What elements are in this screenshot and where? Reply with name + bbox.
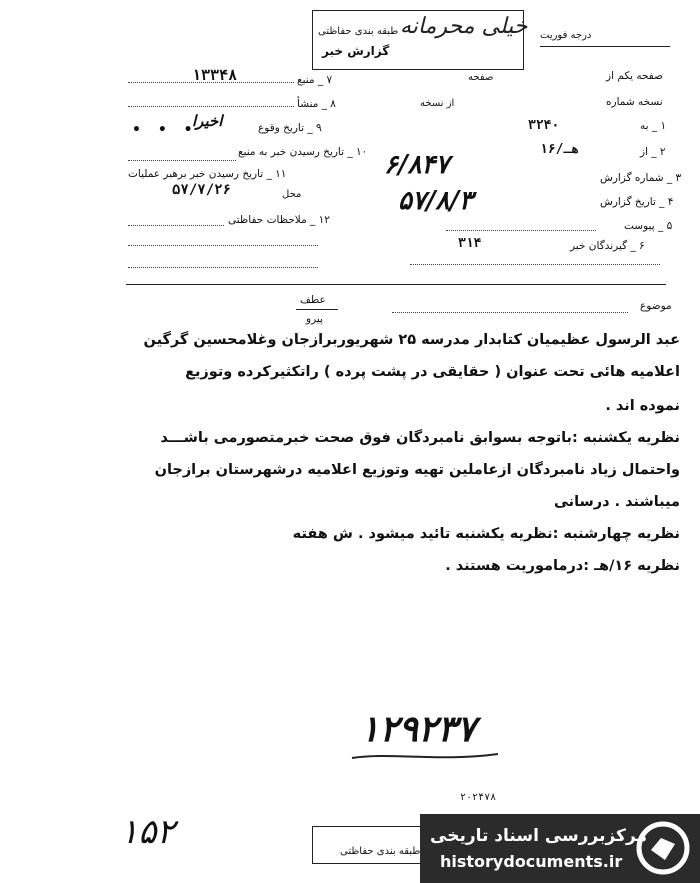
attachment-dots bbox=[446, 230, 596, 231]
received-source-dots bbox=[128, 160, 236, 161]
recipients-label: ۶ _ گیرندگان خبر bbox=[570, 240, 645, 252]
protective-dots-3 bbox=[128, 267, 318, 268]
protective-notes-dots bbox=[128, 225, 224, 226]
header-separator bbox=[126, 284, 666, 285]
origin-dots bbox=[128, 106, 294, 107]
body-line-2: اعلامیه هائی تحت عنوان ( حقایقی در پشت پرده ) راتکثیرکرده وتوزیع bbox=[185, 364, 680, 380]
place-label: محل bbox=[282, 189, 302, 200]
stamp-line-2: گزارش خبر bbox=[322, 44, 390, 58]
to-value: ۳۲۴۰ bbox=[528, 118, 560, 133]
source-value: ۱۳۳۴۸ bbox=[192, 66, 238, 84]
body-line-6: میباشند . درسانی bbox=[553, 494, 680, 510]
attachment-label: ۵ _ پیوست bbox=[624, 220, 673, 232]
priority-label: درجه فوریت bbox=[540, 30, 592, 41]
handwritten-doc-number: ۱۲۹۲۳۷ bbox=[360, 708, 477, 750]
received-ops-value: ۵۷/۷/۲۶ bbox=[172, 182, 232, 198]
body-line-7: نظریه چهارشنبه :نظریه یکشنبه تائید میشود . ش هفته bbox=[292, 526, 680, 542]
body-line-5: واحتمال زیاد نامبردگان ازعاملین تهیه وتوزیع اعلامیه درشهرستان برازجان bbox=[154, 462, 680, 478]
subject-dots bbox=[392, 312, 628, 313]
to-label: ۱ _ به bbox=[640, 120, 667, 132]
page-label: صفحه یکم از bbox=[606, 70, 664, 82]
bottom-stamp-label: طبقه بندی حفاظتی bbox=[340, 846, 421, 857]
origin-label: ۸ _ منشأ bbox=[297, 98, 336, 110]
archive-logo-icon bbox=[632, 820, 694, 876]
copy-suffix: از نسخه bbox=[420, 98, 455, 109]
report-date-label: ۴ _ تاریخ گزارش bbox=[600, 196, 674, 208]
priority-underline bbox=[540, 46, 670, 47]
source-label: ۷ _ منبع bbox=[297, 74, 333, 86]
handwritten-left-number: ۱۵۲ bbox=[120, 812, 175, 852]
body-line-8: نظریه ۱۶/هـ :درماموریت هستند . bbox=[445, 558, 680, 574]
peyro-label: پیرو bbox=[306, 313, 323, 325]
number-underline-stroke bbox=[350, 748, 500, 764]
atf-label: عطف bbox=[300, 294, 326, 306]
protective-dots-2 bbox=[128, 245, 318, 246]
report-number-value: ۶/۸۴۷ bbox=[384, 150, 450, 180]
from-label: ۲ _ از bbox=[640, 146, 666, 158]
from-value: ۱۶/هـ bbox=[540, 142, 580, 157]
received-ops-label: ۱۱ _ تاریخ رسیدن خبر برهبر عملیات bbox=[128, 168, 287, 180]
report-date-value: ۵۷/۸/۳ bbox=[398, 186, 473, 216]
atf-underline bbox=[296, 309, 338, 310]
stamp-line-1: طبقه بندی حفاظتی bbox=[318, 26, 399, 37]
subject-label: موضوع bbox=[640, 300, 672, 312]
body-line-4: نظریه یکشنبه :باتوجه بسوابق نامبردگان فوق صحت خبرمتصورمی باشـــد bbox=[160, 430, 680, 446]
occurrence-date-value: اخیرا bbox=[192, 112, 223, 130]
copy-number-label: نسخه شماره bbox=[606, 96, 663, 108]
source-dots bbox=[128, 82, 294, 83]
classification-handwritten: خیلی محرمانه bbox=[400, 14, 528, 39]
watermark-line-2: historydocuments.ir bbox=[440, 852, 623, 871]
occurrence-date-label: ۹ _ تاریخ وقوع bbox=[258, 122, 322, 134]
recipients-dots-2 bbox=[410, 264, 660, 265]
watermark-line-1: مرکزبررسی اسناد تاریخی bbox=[430, 826, 648, 846]
recipients-value: ۳۱۴ bbox=[458, 236, 482, 251]
page-suffix: صفحه bbox=[468, 72, 494, 83]
bottom-number: ۲۰۲۴۷۸ bbox=[460, 792, 497, 803]
protective-notes-label: ۱۲ _ ملاحظات حفاظتی bbox=[228, 214, 330, 226]
body-line-3: نموده اند . bbox=[605, 398, 680, 414]
body-line-1: عبد الرسول عظیمیان کتابدار مدرسه ۲۵ شهریوربرازجان وغلامحسین گرگین bbox=[143, 332, 680, 348]
report-number-label: ۳ _ شماره گزارش bbox=[600, 172, 682, 184]
occurrence-dots-mark: • • • bbox=[132, 122, 199, 138]
received-source-label: ۱۰ _ تاریخ رسیدن خبر به منبع bbox=[238, 146, 368, 158]
